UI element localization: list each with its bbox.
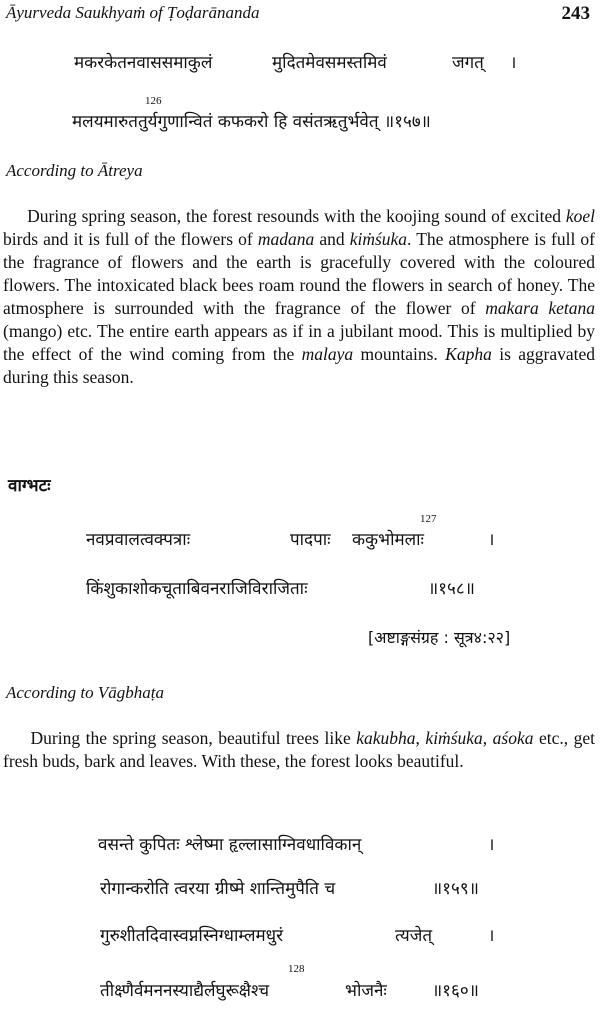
section-heading: According to Vāgbhaṭa <box>6 683 165 702</box>
verse-segment: वसन्ते कुपितः श्लेष्मा हृल्लासाग्निवधाविकान् <box>98 835 362 855</box>
section-heading: According to Ātreya <box>6 161 143 180</box>
verse-segment: पादपाः <box>290 530 331 550</box>
page-header <box>6 3 590 27</box>
verse-line: मलयमारुततुर्यगुणान्वितं कफकरो हि वसंतऋतुर्भवेत् ॥१५७॥ <box>72 112 431 132</box>
verse-danda: । <box>488 530 495 550</box>
verse-number: ॥१५९॥ <box>432 879 479 899</box>
translation-paragraph: During spring season, the forest resounds with the koojing sound of excited koel birds and it is full of the flowers of madana and kiṁśuka. The atmosphere is full of the fragrance of flowers and the earth is gracefully covered with the coloured flowers. The intoxicated black bees roam round the flowers in search of honey. The atmosphere is surrounded with the fragrance of the flower of makara ketana (mango) etc. The entire earth appears as if in a jubilant mood. This is multiplied by the effect of the wind coming from the malaya mountains. Kapha is aggravated during this season. <box>3 206 595 387</box>
footnote-marker: 126 <box>145 95 162 107</box>
verse-segment: गुरुशीतदिवास्वप्नस्निग्धाम्लमधुरं <box>100 926 284 946</box>
running-title: Āyurveda Saukhyaṁ of Ṭoḍarānanda <box>6 3 260 22</box>
page-number: 243 <box>561 3 590 24</box>
verse-danda: । <box>510 53 517 73</box>
verse-segment: त्यजेत् <box>395 926 433 946</box>
translation-paragraph: During the spring season, beautiful trees like kakubha, kiṁśuka, aśoka etc., get fresh buds, bark and leaves. With these, the forest looks beautiful. <box>3 728 596 771</box>
footnote-marker: 127 <box>420 513 437 525</box>
source-reference: [अष्टाङ्गसंग्रह : सूत्र४:२२] <box>368 628 511 647</box>
verse-segment: ककुभोमलाः <box>352 530 424 550</box>
verse-segment: तीक्ष्णैर्वमननस्याद्यैर्लघुरूक्षैश्च <box>100 981 270 1001</box>
footnote-marker: 128 <box>288 963 305 975</box>
verse-segment: नवप्रवालत्वक्पत्राः <box>86 530 191 550</box>
verse-segment: भोजनैः <box>345 981 387 1001</box>
verse-segment: रोगान्करोति त्वरया ग्रीष्मे शान्तिमुपैति च <box>100 879 336 899</box>
verse-number: ॥१६०॥ <box>432 981 479 1001</box>
verse-number: ॥१५८॥ <box>428 579 475 599</box>
verse-danda: । <box>488 926 495 946</box>
verse-segment: किंशुकाशोकचूताबिवनराजिविराजिताः <box>86 579 308 599</box>
verse-segment: मकरकेतनवाससमाकुलं <box>74 53 213 73</box>
source-heading: वाग्भटः <box>8 476 51 496</box>
verse-danda: । <box>488 835 495 855</box>
verse-segment: जगत् <box>452 53 484 73</box>
verse-segment: मुदितमेवसमस्तमिवं <box>272 53 387 73</box>
